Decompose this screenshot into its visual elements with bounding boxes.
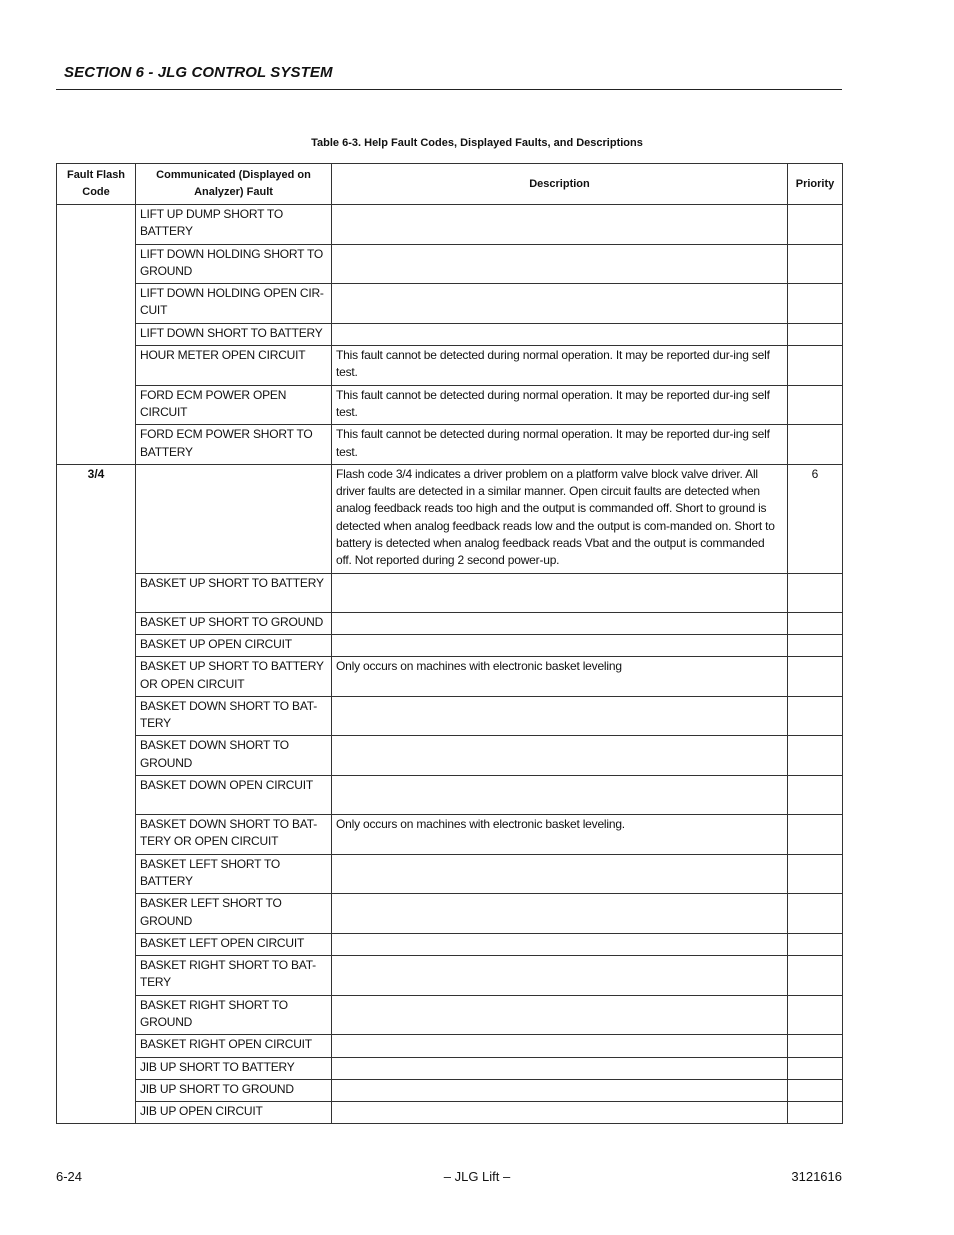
document-number: 3121616 — [791, 1169, 842, 1184]
table-row — [57, 995, 843, 1035]
table-row — [57, 323, 843, 345]
fault-priority — [788, 815, 843, 855]
fault-description — [332, 205, 788, 245]
fault-name: BASKET LEFT OPEN CIRCUIT — [136, 933, 332, 955]
fault-description — [332, 323, 788, 345]
fault-name: BASKET DOWN SHORT TO BAT-TERY OR OPEN CIRCUIT — [136, 815, 332, 855]
table-row — [57, 1035, 843, 1057]
fault-description: Only occurs on machines with electronic basket leveling — [332, 657, 788, 697]
fault-description — [332, 1035, 788, 1057]
table-row — [57, 205, 843, 245]
table-row — [57, 657, 843, 697]
fault-description — [332, 956, 788, 996]
table-row — [57, 425, 843, 465]
fault-name: BASKET UP SHORT TO BATTERY OR OPEN CIRCUIT — [136, 657, 332, 697]
fault-description: This fault cannot be detected during normal operation. It may be reported dur-ing self test. — [332, 346, 788, 386]
fault-priority — [788, 323, 843, 345]
fault-priority — [788, 573, 843, 612]
fault-description — [332, 696, 788, 736]
table-body — [57, 205, 843, 1124]
fault-priority — [788, 346, 843, 386]
fault-priority — [788, 1079, 843, 1101]
table-row — [57, 1057, 843, 1079]
fault-name: BASKET UP SHORT TO BATTERY — [136, 573, 332, 612]
fault-priority — [788, 995, 843, 1035]
fault-description — [332, 1102, 788, 1124]
table-header-row — [57, 164, 843, 205]
fault-name: BASKET DOWN OPEN CIRCUIT — [136, 776, 332, 815]
table-row — [57, 573, 843, 612]
fault-name: FORD ECM POWER SHORT TO BATTERY — [136, 425, 332, 465]
fault-description — [332, 634, 788, 656]
fault-priority — [788, 657, 843, 697]
fault-priority — [788, 634, 843, 656]
table-row — [57, 894, 843, 934]
table-row — [57, 776, 843, 815]
fault-description — [332, 244, 788, 284]
table-row — [57, 956, 843, 996]
header-divider — [56, 89, 842, 90]
table-row — [57, 634, 843, 656]
section-title: SECTION 6 - JLG CONTROL SYSTEM — [64, 64, 333, 81]
fault-name: JIB UP SHORT TO BATTERY — [136, 1057, 332, 1079]
fault-priority — [788, 385, 843, 425]
fault-description: This fault cannot be detected during normal operation. It may be reported dur-ing self test. — [332, 425, 788, 465]
fault-name: BASKET UP SHORT TO GROUND — [136, 612, 332, 634]
fault-flash-code: 3/4 — [57, 464, 136, 1124]
table-row — [57, 244, 843, 284]
table-row — [57, 1102, 843, 1124]
fault-priority — [788, 612, 843, 634]
fault-description — [332, 995, 788, 1035]
fault-priority — [788, 894, 843, 934]
fault-priority — [788, 1035, 843, 1057]
fault-description — [332, 573, 788, 612]
fault-priority — [788, 956, 843, 996]
column-header-code: Fault Flash Code — [57, 164, 136, 205]
fault-name: BASKET UP OPEN CIRCUIT — [136, 634, 332, 656]
table-row — [57, 464, 843, 573]
column-header-fault: Communicated (Displayed on Analyzer) Fault — [136, 164, 332, 205]
footer-center-text: – JLG Lift – — [443, 1169, 511, 1184]
table-row — [57, 815, 843, 855]
fault-flash-code — [57, 205, 136, 465]
fault-name: BASKET DOWN SHORT TO GROUND — [136, 736, 332, 776]
fault-codes-table — [56, 163, 843, 1124]
fault-priority — [788, 776, 843, 815]
fault-name: BASKET RIGHT OPEN CIRCUIT — [136, 1035, 332, 1057]
fault-priority — [788, 696, 843, 736]
fault-name: BASKET RIGHT SHORT TO BAT-TERY — [136, 956, 332, 996]
fault-priority — [788, 854, 843, 894]
table-row — [57, 385, 843, 425]
fault-description — [332, 736, 788, 776]
fault-name: BASKER LEFT SHORT TO GROUND — [136, 894, 332, 934]
fault-name: LIFT DOWN HOLDING SHORT TO GROUND — [136, 244, 332, 284]
fault-priority — [788, 933, 843, 955]
fault-description: Flash code 3/4 indicates a driver problem on a platform valve block valve driver. All driver faults are detected in a similar manner. Open circuit faults are detected when analog feedback reads too high and the output is commanded off. Short to ground is detected when analog feedback reads low and the output is com-manded on. Short to battery is detected when analog feedback reads Vbat and the output is commanded off. Not reported during 2 second power-up. — [332, 464, 788, 573]
fault-priority — [788, 284, 843, 324]
fault-name: BASKET LEFT SHORT TO BATTERY — [136, 854, 332, 894]
fault-name: JIB UP OPEN CIRCUIT — [136, 1102, 332, 1124]
table-row — [57, 854, 843, 894]
fault-description — [332, 1057, 788, 1079]
fault-name: FORD ECM POWER OPEN CIRCUIT — [136, 385, 332, 425]
table-row — [57, 736, 843, 776]
fault-name: LIFT DOWN SHORT TO BATTERY — [136, 323, 332, 345]
fault-name — [136, 464, 332, 573]
table-row — [57, 346, 843, 386]
fault-priority — [788, 244, 843, 284]
column-header-description: Description — [332, 164, 788, 205]
table-row — [57, 933, 843, 955]
fault-name: HOUR METER OPEN CIRCUIT — [136, 346, 332, 386]
fault-priority — [788, 1057, 843, 1079]
fault-priority — [788, 1102, 843, 1124]
fault-name: JIB UP SHORT TO GROUND — [136, 1079, 332, 1101]
fault-description — [332, 1079, 788, 1101]
fault-description — [332, 776, 788, 815]
fault-priority — [788, 425, 843, 465]
fault-priority — [788, 205, 843, 245]
fault-description — [332, 612, 788, 634]
table-title: Table 6-3. Help Fault Codes, Displayed Faults, and Descriptions — [311, 137, 643, 149]
column-header-priority: Priority — [788, 164, 843, 205]
fault-description — [332, 854, 788, 894]
fault-description: This fault cannot be detected during normal operation. It may be reported dur-ing self test. — [332, 385, 788, 425]
fault-description: Only occurs on machines with electronic basket leveling. — [332, 815, 788, 855]
fault-description — [332, 933, 788, 955]
table-row — [57, 612, 843, 634]
table-row — [57, 284, 843, 324]
fault-priority — [788, 736, 843, 776]
fault-description — [332, 284, 788, 324]
fault-description — [332, 894, 788, 934]
fault-name: BASKET DOWN SHORT TO BAT-TERY — [136, 696, 332, 736]
fault-priority: 6 — [788, 464, 843, 573]
fault-name: LIFT UP DUMP SHORT TO BATTERY — [136, 205, 332, 245]
fault-name: BASKET RIGHT SHORT TO GROUND — [136, 995, 332, 1035]
table-row — [57, 696, 843, 736]
fault-name: LIFT DOWN HOLDING OPEN CIR-CUIT — [136, 284, 332, 324]
table-row — [57, 1079, 843, 1101]
page-number: 6-24 — [56, 1169, 83, 1184]
